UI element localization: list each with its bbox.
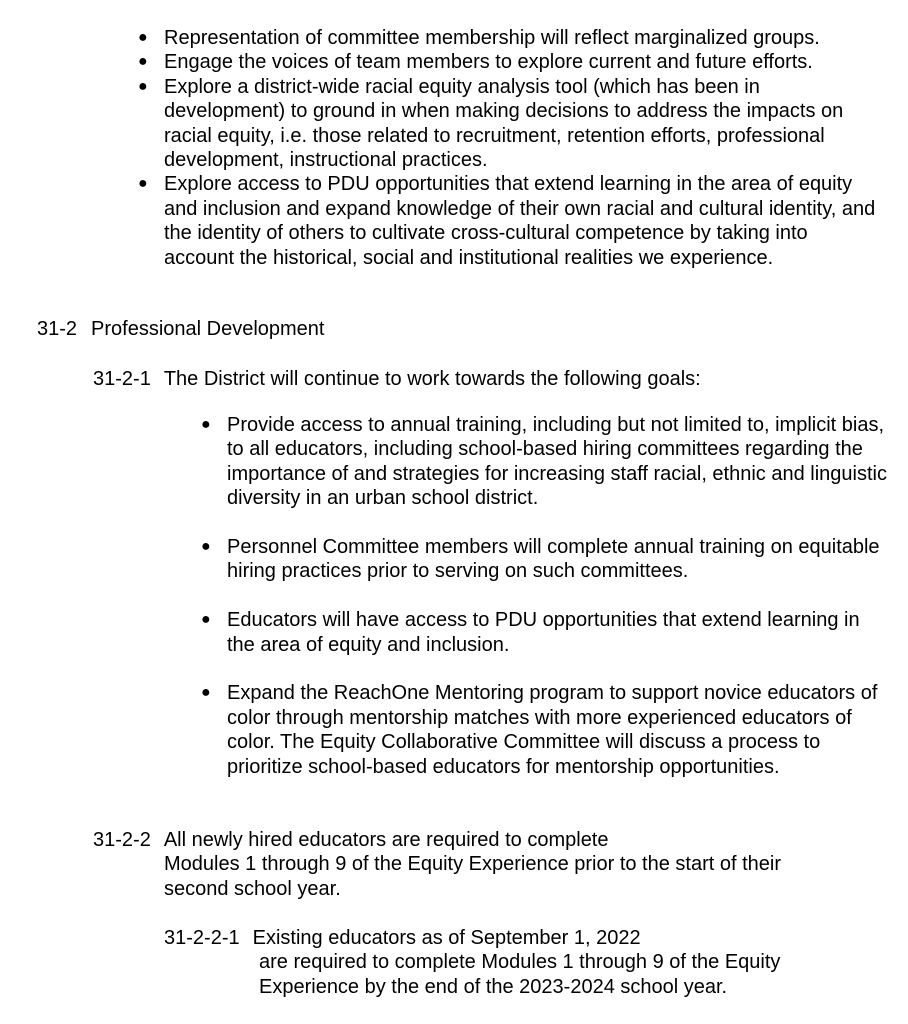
goal-bullet-item	[199, 681, 889, 779]
bullet-text: Explore a district-wide racial equity analysis tool (which has been in development) to ground in when making decisions to address the impacts on racial equity, i.e. those related to recruitment, retention efforts, professional development, instructional practices.	[164, 75, 844, 172]
section-31-2-2-1-heading	[164, 926, 641, 950]
section-text-line: Modules 1 through 9 of the Equity Experience prior to the start of their	[164, 853, 782, 875]
bullet-text: Engage the voices of team members to explore current and future efforts.	[164, 51, 813, 74]
section-text-line: are required to complete Modules 1 through 9 of the Equity	[259, 951, 781, 973]
section-title: Professional Development	[91, 318, 325, 340]
section-31-2-1-heading	[93, 367, 701, 391]
section-31-2-2-heading	[93, 828, 609, 852]
top-bullet-list	[136, 26, 876, 270]
bullet-text: Personnel Committee members will complete annual training on equitable hiring practices prior to serving on such committees.	[227, 536, 880, 583]
section-number: 31-2-2-1	[164, 927, 240, 949]
top-bullet-item	[136, 26, 876, 50]
bullet-text: Representation of committee membership will reflect marginalized groups.	[164, 27, 820, 49]
bullet-text: Expand the ReachOne Mentoring program to support novice educators of color through mentorship matches with more experienced educators of color. The Equity Collaborative Committee will discuss a process to prioritize school-based educators for mentorship opportunities.	[227, 682, 878, 778]
bullet-text: Explore access to PDU opportunities that extend learning in the area of equity and inclusion and expand knowledge of their own racial and cultural identity, and the identity of others to cultivate cross-cultural competence by taking into account the historical, social and institutional realities we experience.	[164, 173, 876, 269]
section-number: 31-2-1	[93, 368, 151, 390]
section-number: 31-2-2	[93, 829, 151, 851]
top-bullet-item	[136, 172, 876, 270]
section-31-2-heading	[37, 317, 325, 341]
bullet-text: Educators will have access to PDU opportunities that extend learning in the area of equity and inclusion.	[227, 609, 860, 656]
top-bullet-item	[136, 75, 876, 173]
section-text-line: second school year.	[164, 878, 341, 900]
section-text: The District will continue to work towards the following goals:	[163, 368, 701, 390]
section-text-line: Experience by the end of the 2023-2024 school year.	[259, 976, 728, 998]
section-text-line: Existing educators as of September 1, 2022	[252, 927, 641, 949]
bullet-text: Provide access to annual training, including but not limited to, implicit bias, to all educators, including school-based hiring committees regarding the importance of and strategies for increasing staff racial, ethnic and linguistic diversity in an urban school district.	[227, 414, 887, 510]
goal-bullet-item	[199, 608, 889, 657]
top-bullet-item	[136, 50, 876, 74]
goal-bullet-item	[199, 535, 889, 584]
section-number: 31-2	[37, 318, 78, 340]
section-text-line: All newly hired educators are required to complete	[163, 829, 609, 851]
goal-bullet-item	[199, 413, 889, 511]
goals-bullet-list	[199, 413, 889, 803]
